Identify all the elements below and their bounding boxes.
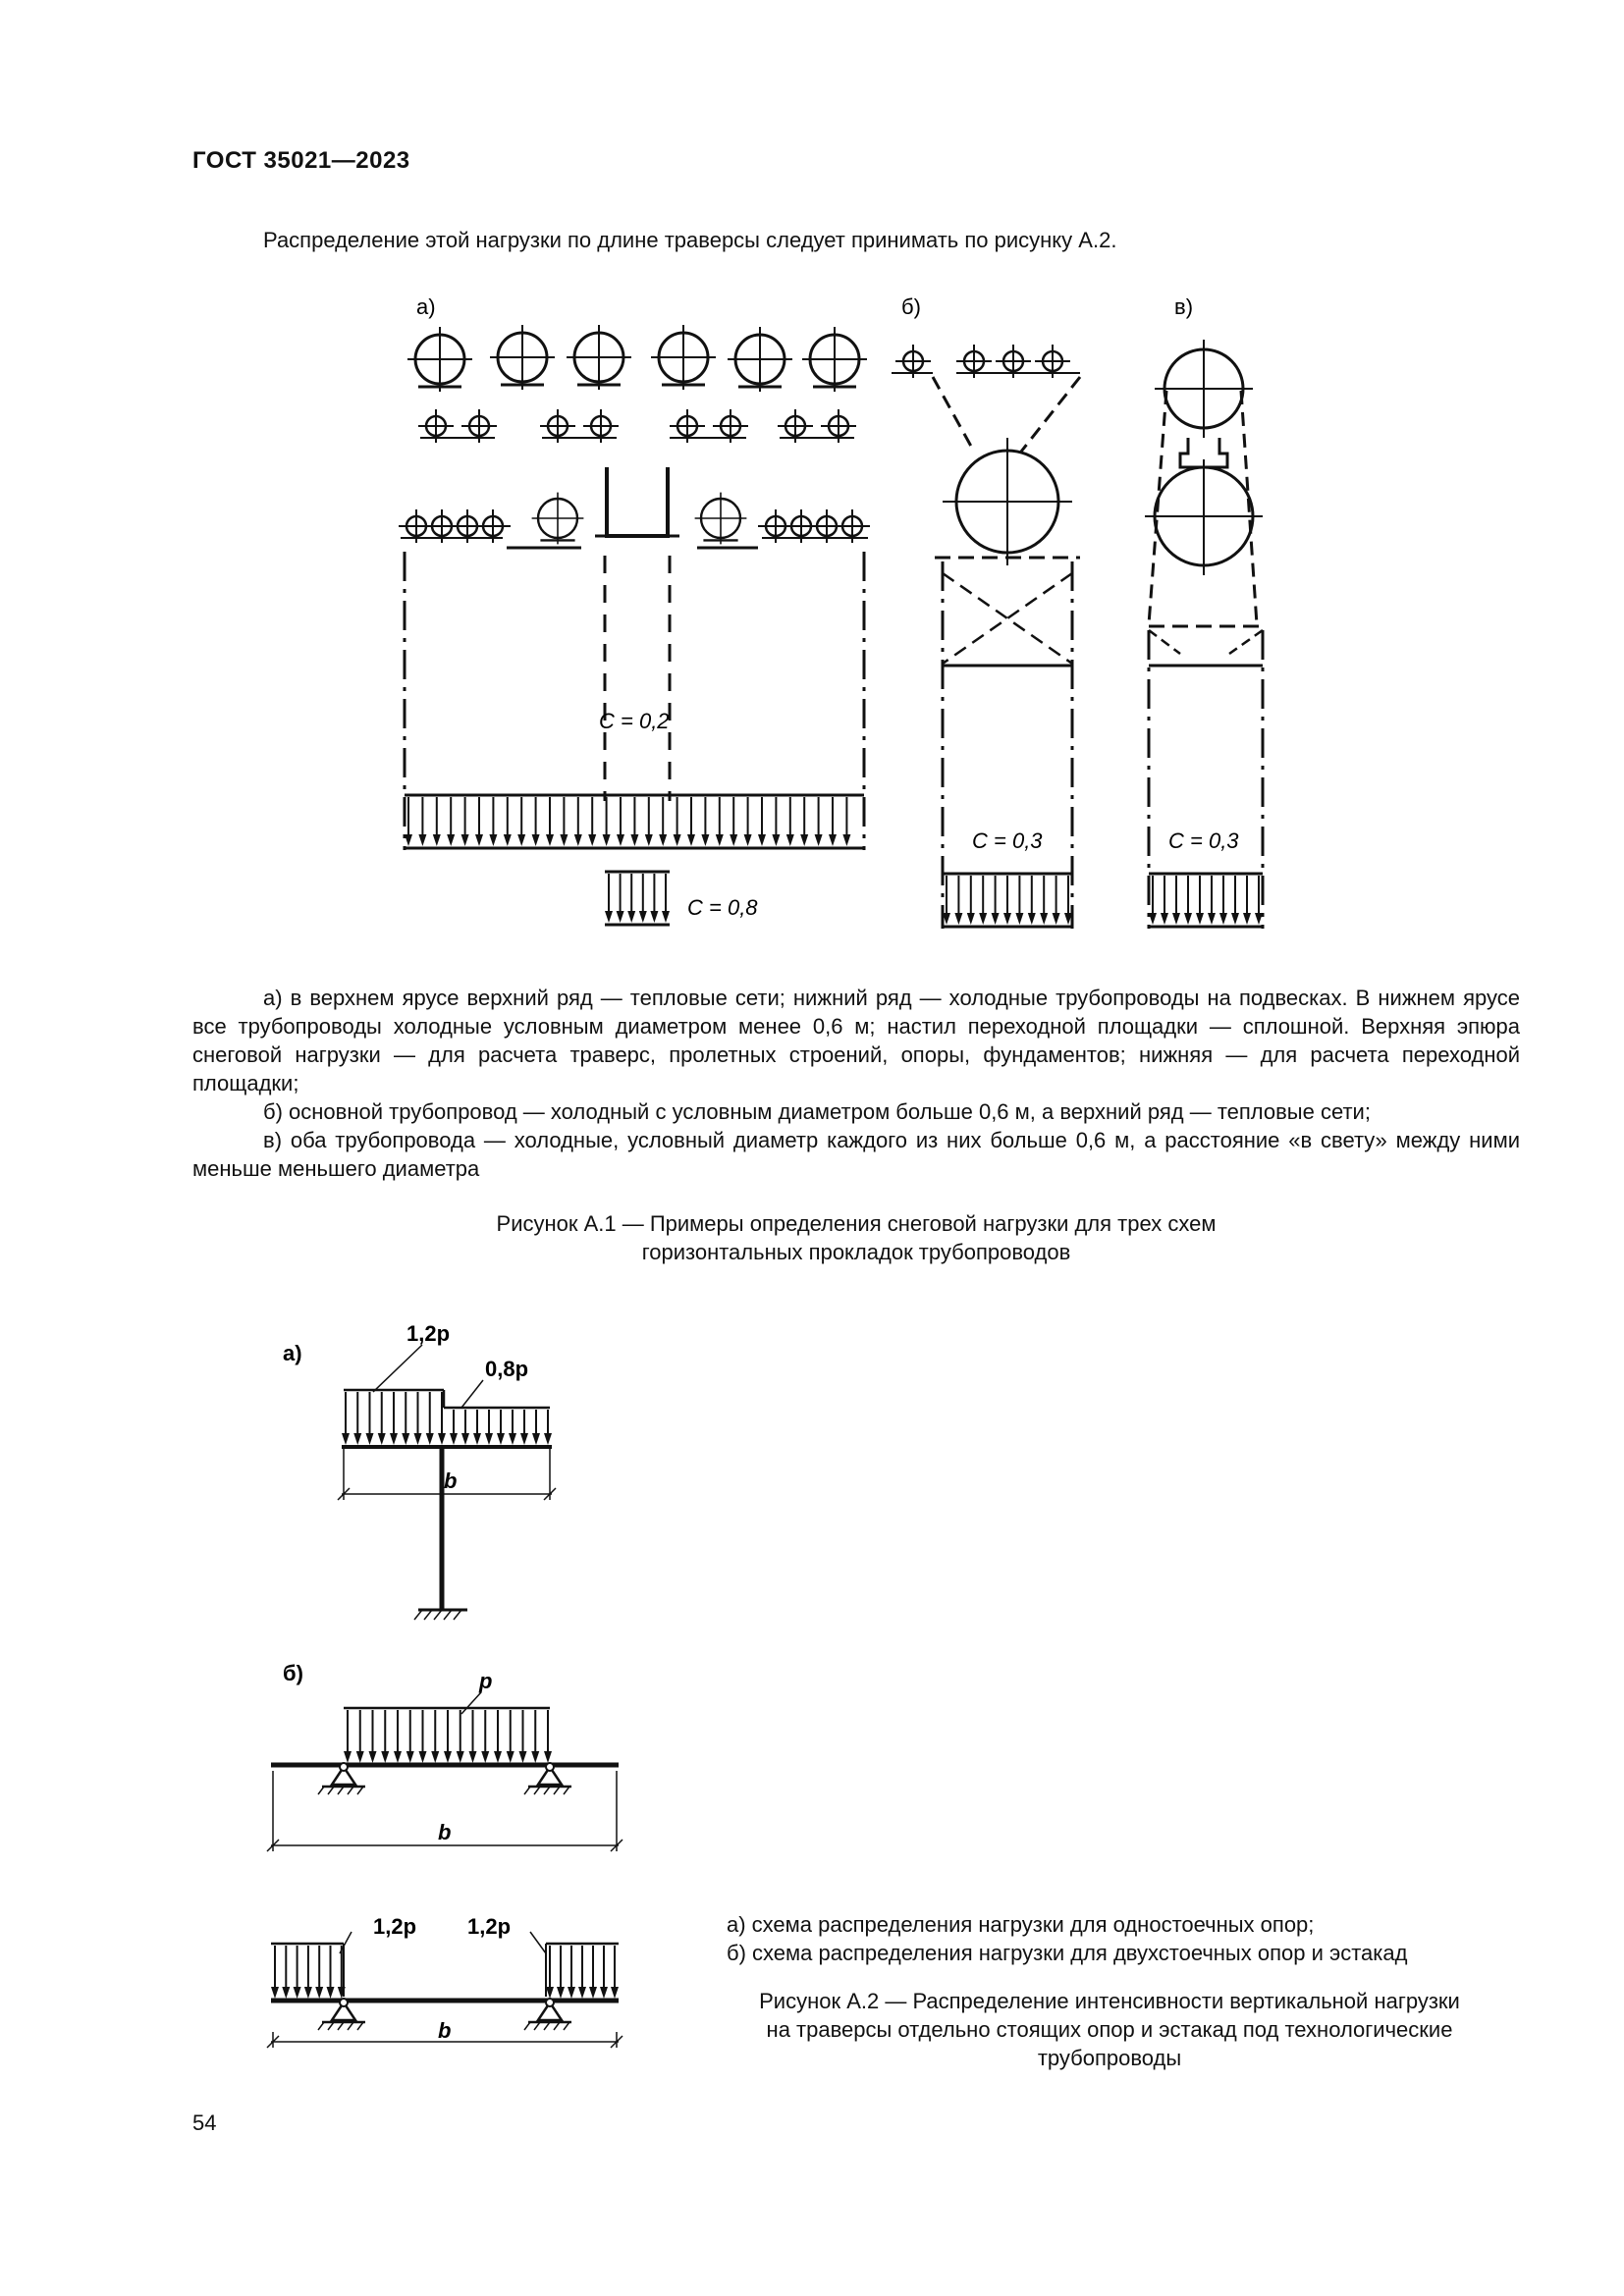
load-arrowhead — [992, 913, 1000, 925]
load-arrowhead — [1231, 913, 1239, 925]
coef-a-label: C = 0,2 — [599, 709, 670, 733]
snow-load-arrows-c — [1149, 876, 1263, 925]
load-arrowhead — [342, 1433, 350, 1445]
load-arrowhead — [1161, 913, 1168, 925]
load-arrowhead — [369, 1751, 377, 1763]
figure-a2-scheme-c — [245, 1914, 658, 2032]
load-arrowhead — [431, 1751, 439, 1763]
load-arrows-a — [342, 1392, 552, 1445]
load-arrowhead — [617, 911, 624, 923]
figure-a2-title-line3: трубопроводы — [1037, 2046, 1182, 2070]
load-arrowhead — [662, 911, 670, 923]
load-arrowhead — [426, 1433, 434, 1445]
pipe-icon — [728, 327, 792, 392]
load-arrowhead — [444, 1751, 452, 1763]
load-arrowhead — [1219, 913, 1227, 925]
load-arrowhead — [630, 834, 638, 846]
load-arrowhead — [627, 911, 635, 923]
load-arrowhead — [815, 834, 823, 846]
caption-a: а) в верхнем ярусе верхний ряд — тепловые сети; нижний ряд — холодные трубопроводы на подвесках. В нижнем ярусе все трубопроводы холодные условным диаметром менее 0,6 м; настил переходной площадки — сплошной. Верхняя эпюра снеговой нагрузки — для расчета траверс, пролетных строений, опоры, фундаментов; нижняя — для расчета переходной площадки; — [192, 986, 1520, 1095]
load-arrowhead — [344, 1751, 352, 1763]
figure-a2-scheme-c-dim — [245, 2018, 658, 2071]
pipe-icon — [407, 327, 472, 392]
load-arrowhead — [979, 913, 987, 925]
load-arrowhead — [475, 834, 483, 846]
load-arrowhead — [967, 913, 975, 925]
caption-c: в) оба трубопровода — холодные, условный диаметр каждого из них больше 0,6 м, а расстояние «в свету» между ними меньше меньшего диаметра — [192, 1128, 1520, 1181]
panel-label-a: а) — [416, 294, 436, 319]
load-c-left-label: 1,2p — [373, 1914, 417, 1939]
load-arrowhead — [419, 1751, 427, 1763]
panel-label-b2: б) — [283, 1661, 303, 1685]
load-arrowhead — [282, 1987, 290, 1999]
pipe-icon — [802, 327, 867, 392]
load-arrowhead — [560, 834, 568, 846]
load-arrowhead — [1040, 913, 1048, 925]
load-arrowhead — [1255, 913, 1263, 925]
load-c-right-label: 1,2p — [467, 1914, 512, 1939]
load-arrowhead — [469, 1751, 477, 1763]
snow-load-arrows-a-lower — [605, 874, 670, 923]
load-arrowhead — [603, 834, 611, 846]
caption-b: б) основной трубопровод — холодный с условным диаметром больше 0,6 м, а верхний ряд — тепловые сети; — [263, 1099, 1371, 1124]
load-arrowhead — [650, 911, 658, 923]
load-arrowhead — [1208, 913, 1216, 925]
pipe-icon — [490, 325, 555, 390]
load-arrowhead — [507, 1751, 514, 1763]
coef-c-label: C = 0,3 — [1168, 828, 1239, 853]
load-arrowhead — [786, 834, 794, 846]
load-arrowhead — [450, 1433, 458, 1445]
load-arrowhead — [954, 913, 962, 925]
load-arrowhead — [447, 834, 455, 846]
load-a-left-label: 1,2p — [406, 1321, 451, 1346]
pipe-icon — [651, 325, 716, 390]
load-arrowhead — [687, 834, 695, 846]
load-arrowhead — [461, 1433, 469, 1445]
figure-a1-title-line2: горизонтальных прокладок трубопроводов — [641, 1240, 1071, 1264]
load-arrowhead — [520, 1433, 528, 1445]
load-arrowhead — [304, 1987, 312, 1999]
load-arrowhead — [829, 834, 837, 846]
load-arrowhead — [402, 1433, 409, 1445]
load-arrowhead — [605, 911, 613, 923]
figure-a2-title-line1: Рисунок А.2 — Распределение интенсивности вертикальной нагрузки — [759, 1989, 1460, 2013]
load-arrowhead — [406, 1751, 414, 1763]
span-label-a: b — [444, 1468, 458, 1493]
load-arrowhead — [639, 911, 647, 923]
load-arrowhead — [271, 1987, 279, 1999]
load-arrowhead — [509, 1433, 516, 1445]
panel-label-b: б) — [901, 294, 921, 319]
load-arrowhead — [489, 834, 497, 846]
load-arrowhead — [574, 834, 582, 846]
load-arrowhead — [659, 834, 667, 846]
load-arrowhead — [589, 1987, 597, 1999]
load-a-right-label: 0,8p — [485, 1357, 529, 1381]
load-arrowhead — [544, 1433, 552, 1445]
load-arrowhead — [418, 834, 426, 846]
load-arrowhead — [1003, 913, 1011, 925]
load-arrowhead — [461, 834, 469, 846]
load-arrowhead — [532, 1433, 540, 1445]
document-header: ГОСТ 35021—2023 — [192, 147, 410, 174]
pin-support-icon — [524, 1763, 571, 1794]
load-arrowhead — [485, 1433, 493, 1445]
figure-a2-title-line2: на траверсы отдельно стоящих опор и эстакад под технологические — [766, 2017, 1453, 2042]
load-arrowhead — [378, 1433, 386, 1445]
figure-a1-title-line1: Рисунок А.1 — Примеры определения снеговой нагрузки для трех схем — [496, 1211, 1217, 1236]
load-arrowhead — [531, 1751, 539, 1763]
coef-b-label: C = 0,3 — [972, 828, 1043, 853]
coef-a-lower-label: C = 0,8 — [687, 895, 758, 920]
panel-label-c: в) — [1174, 294, 1194, 319]
load-arrowhead — [546, 1987, 554, 1999]
pipe-icon — [567, 325, 631, 390]
snow-load-arrows-b — [943, 876, 1072, 925]
load-arrowhead — [504, 834, 512, 846]
load-arrowhead — [546, 834, 554, 846]
pin-support-icon — [318, 1999, 365, 2030]
load-arrowhead — [356, 1751, 364, 1763]
load-arrowhead — [315, 1987, 323, 1999]
load-arrowhead — [433, 834, 441, 846]
load-arrowhead — [842, 834, 850, 846]
load-arrowhead — [544, 1751, 552, 1763]
load-arrowhead — [772, 834, 780, 846]
figure-a2-legend-a: а) схема распределения нагрузки для одностоечных опор; — [727, 1912, 1315, 1937]
load-arrowhead — [366, 1433, 374, 1445]
load-arrowhead — [1028, 913, 1036, 925]
page-number: 54 — [192, 2110, 217, 2135]
load-arrowhead — [730, 834, 737, 846]
intro-paragraph: Распределение этой нагрузки по длине траверсы следует принимать по рисунку А.2. — [263, 228, 1117, 252]
load-arrowhead — [716, 834, 724, 846]
load-arrowhead — [405, 834, 412, 846]
pin-support-icon — [524, 1999, 571, 2030]
load-arrowhead — [517, 834, 525, 846]
load-arrowhead — [568, 1987, 575, 1999]
load-arrowhead — [588, 834, 596, 846]
load-arrowhead — [617, 834, 624, 846]
load-arrowhead — [394, 1751, 402, 1763]
load-arrowhead — [557, 1987, 565, 1999]
load-b-label: p — [479, 1669, 493, 1693]
load-arrows-b — [344, 1710, 552, 1763]
load-arrowhead — [1149, 913, 1157, 925]
figure-a2-legend-b: б) схема распределения нагрузки для двухстоечных опор и эстакад — [727, 1941, 1408, 1965]
load-arrowhead — [1184, 913, 1192, 925]
load-arrowhead — [701, 834, 709, 846]
figure-a1-drawing — [373, 291, 1316, 978]
figure-a2-drawing — [245, 1306, 658, 1993]
load-arrowhead — [381, 1751, 389, 1763]
load-arrowhead — [1015, 913, 1023, 925]
pin-support-icon — [318, 1763, 365, 1794]
load-arrowhead — [578, 1987, 586, 1999]
load-arrowhead — [1172, 913, 1180, 925]
load-arrowhead — [438, 1433, 446, 1445]
load-arrowhead — [1196, 913, 1204, 925]
snow-load-arrows-a — [405, 797, 850, 846]
load-arrowhead — [497, 1433, 505, 1445]
load-arrowhead — [473, 1433, 481, 1445]
span-label-b: b — [438, 1820, 452, 1844]
load-arrowhead — [744, 834, 752, 846]
load-arrowhead — [519, 1751, 527, 1763]
load-arrowhead — [294, 1987, 301, 1999]
panel-label-a2: а) — [283, 1341, 302, 1365]
load-arrowhead — [390, 1433, 398, 1445]
load-arrowhead — [494, 1751, 502, 1763]
load-arrowhead — [611, 1987, 619, 1999]
load-arrowhead — [645, 834, 653, 846]
load-arrowhead — [414, 1433, 422, 1445]
load-arrowhead — [1053, 913, 1060, 925]
load-arrowhead — [758, 834, 766, 846]
load-arrows-c — [271, 1946, 619, 1999]
load-arrowhead — [800, 834, 808, 846]
span-label-c: b — [438, 2018, 452, 2043]
load-arrowhead — [674, 834, 681, 846]
load-arrowhead — [532, 834, 540, 846]
load-arrowhead — [327, 1987, 335, 1999]
load-arrowhead — [1243, 913, 1251, 925]
load-arrowhead — [353, 1433, 361, 1445]
load-arrowhead — [457, 1751, 464, 1763]
load-arrowhead — [600, 1987, 608, 1999]
load-arrowhead — [481, 1751, 489, 1763]
